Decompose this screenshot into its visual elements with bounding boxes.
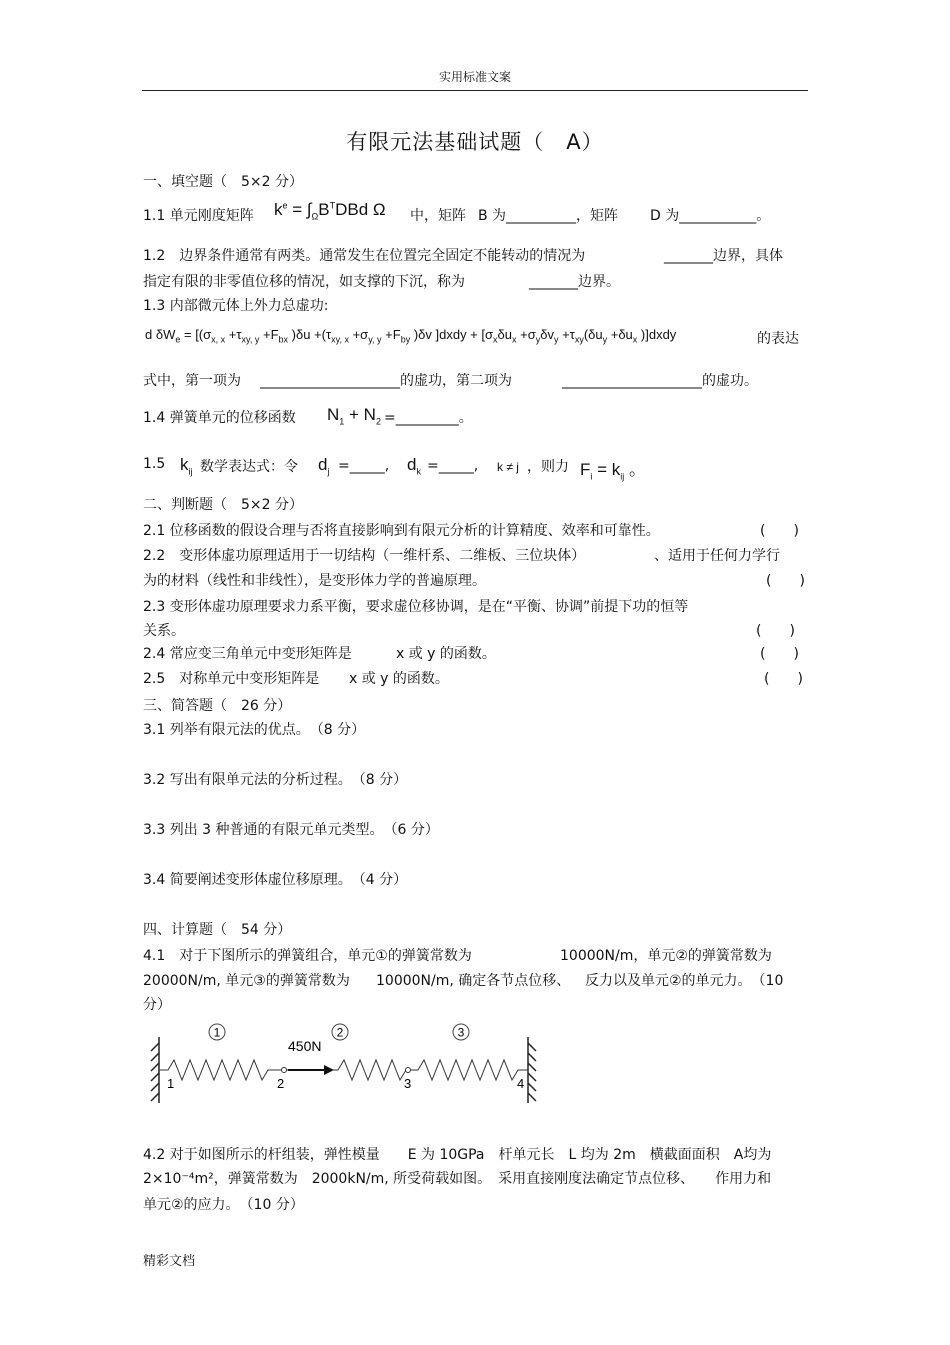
q1-5-text: 数学表达式：令 xyxy=(200,459,298,475)
q1-3-line3c: ____________________的虚功。 xyxy=(562,373,758,389)
node-label-4: 4 xyxy=(517,1076,525,1091)
q1-3-line3a: 式中，第一项为 xyxy=(143,373,241,389)
q2-3-line1: 2.3 变形体虚功原理要求力系平衡，要求虚位移协调，是在“平衡、协调”前提下功的恒等 xyxy=(143,599,689,615)
q4-1-line3: 分） xyxy=(143,997,171,1013)
node-2 xyxy=(282,1068,287,1073)
header-rule xyxy=(142,90,808,91)
q1-1-B: B 为__________，矩阵 xyxy=(478,208,619,224)
q4-1-line1a: 4.1 对于下图所示的弹簧组合，单元①的弹簧常数为 xyxy=(143,948,472,964)
q2-4-paren: ( ) xyxy=(760,646,799,662)
node-label-2: 2 xyxy=(277,1076,285,1091)
kij-symbol: $k_{ij}$ xyxy=(180,455,193,477)
q4-1-line2c: 反力以及单元②的单元力。 （10 xyxy=(585,973,784,989)
q4-1-line2b: 10000N/m, 确定各节点位移、 xyxy=(376,973,571,989)
q2-3-line2: 关系。 xyxy=(143,623,185,639)
element-label-3: 3 xyxy=(457,1025,465,1040)
q2-4a: 2.4 常应变三角单元中变形矩阵是 xyxy=(143,646,352,662)
q1-2-line1b: _______边界，具体 xyxy=(664,248,783,264)
q1-2-line2b: _______边界。 xyxy=(529,274,620,290)
spring-element-1 xyxy=(159,1060,284,1080)
q2-2-line1a: 2.2 变形体虚功原理适用于一切结构（一维杆系、二维板、三位块体） xyxy=(143,548,586,564)
dk-symbol: $d_k$ xyxy=(407,455,421,477)
dj-symbol: $d_j$ xyxy=(318,455,330,477)
spring-assembly-figure xyxy=(140,1015,560,1115)
q1-3-tail: 的表达 xyxy=(757,331,799,347)
force-arrow xyxy=(288,1065,334,1075)
q2-3-paren: ( ) xyxy=(756,623,795,639)
section-3-heading: 三、简答题（ 26 分） xyxy=(143,698,292,714)
q1-1-text: 单元刚度矩阵 xyxy=(169,208,254,224)
section-4-heading: 四、计算题（ 54 分） xyxy=(143,922,292,938)
q1-3-line3b: ____________________的虚功，第二项为 xyxy=(260,373,512,389)
q1-1 xyxy=(143,205,254,225)
force-formula: $F_i = k_{ij}$ 。 xyxy=(580,460,646,482)
q1-5-then: ，则力 xyxy=(527,459,569,475)
q1-5-blank1: =_____, xyxy=(338,458,390,474)
q1-5-num: 1.5 xyxy=(143,456,166,472)
q4-1-line1b: 10000N/m，单元②的弹簧常数为 xyxy=(560,948,772,964)
q1-1-D: D 为___________。 xyxy=(650,208,771,224)
node-label-3: 3 xyxy=(404,1076,412,1091)
q3-1: 3.1 列举有限元法的优点。 （8 分） xyxy=(143,722,366,738)
q2-2-line1b: 、适用于任何力学行 xyxy=(654,548,780,564)
q1-4-text: 1.4 弹簧单元的位移函数 xyxy=(143,410,296,426)
stiffness-formula: $k^e = \int_\Omega B^TDBd$ Ω xyxy=(274,200,386,222)
section-1-heading: 一、填空题（ 5×2 分） xyxy=(143,174,303,190)
q1-2-line1a: 1.2 边界条件通常有两类。通常发生在位置完全固定不能转动的情况为 xyxy=(143,248,586,264)
element-label-2: 2 xyxy=(336,1025,344,1040)
k-neq-j: k ≠ j xyxy=(497,460,519,474)
node-3 xyxy=(406,1068,411,1073)
q4-2-line1: 4.2 对于如图所示的杆组装，弹性模量 E 为 10GPa 杆单元长 L 均为 2m 横截面面积 A均为 xyxy=(143,1147,772,1163)
page-title: 有限元法基础试题（ A） xyxy=(346,130,604,154)
q1-1-num: 1.1 xyxy=(143,208,166,224)
element-label-1: 1 xyxy=(213,1025,221,1040)
q1-4-formula: $N_1 + N_2$ xyxy=(327,405,381,427)
q2-1: 2.1 位移函数的假设合理与否将直接影响到有限元分析的计算精度、效率和可靠性。 xyxy=(143,523,660,539)
q2-5b: x 或 y 的函数。 xyxy=(349,671,449,687)
q1-3-line1: 1.3 内部微元体上外力总虚功: xyxy=(143,298,329,314)
q3-3: 3.3 列出 3 种普通的有限元单元类型。 （6 分） xyxy=(143,822,439,838)
virtual-work-formula: d $\delta W_e = [(\sigma_{x, x} +\tau_{xy, y} +F_{bx}$ )$\delta u +(\tau_{xy, x} +\sigma_{y, y} +F_{by}$ )δv ]dxdy + [$\sigma_x\delta u_x +\sigma_y\delta v_y +\tau_{xy}(\delta u_y +\delta u_x$ )]dxdy xyxy=(145,327,677,345)
q1-5-blank2: =_____, xyxy=(427,458,479,474)
q4-1-line2a: 20000N/m, 单元③的弹簧常数为 xyxy=(143,973,350,989)
q1-2-line2a: 指定有限的非零值位移的情况，如支撑的下沉，称为 xyxy=(143,274,465,290)
right-wall xyxy=(528,1037,536,1103)
q2-5-paren: ( ) xyxy=(764,671,803,687)
q2-4b: x 或 y 的函数。 xyxy=(396,646,496,662)
q2-1-paren: ( ) xyxy=(760,523,799,539)
q4-2-line3: 单元②的应力。 （10 分） xyxy=(143,1197,304,1213)
left-wall xyxy=(151,1037,159,1103)
q3-2: 3.2 写出有限单元法的分析过程。 （8 分） xyxy=(143,772,408,788)
section-2-heading: 二、判断题（ 5×2 分） xyxy=(143,497,303,513)
q2-5a: 2.5 对称单元中变形矩阵是 xyxy=(143,671,320,687)
q1-4-blank: =_________。 xyxy=(384,410,473,426)
q4-2-line2: 2×10⁻⁴m²，弹簧常数为 2000kN/m, 所受荷载如图。 采用直接刚度法确定节点位移、 作用力和 xyxy=(143,1171,772,1187)
q3-4: 3.4 简要阐述变形体虚位移原理。 （4 分） xyxy=(143,872,408,888)
spring-element-3 xyxy=(408,1060,528,1080)
page-footer: 精彩文档 xyxy=(143,1254,196,1269)
force-label: 450N xyxy=(288,1038,322,1054)
page-header: 实用标准文案 xyxy=(438,70,511,84)
q2-2-line2: 为的材料（线性和非线性），是变形体力学的普遍原理。 xyxy=(143,573,486,589)
node-label-1: 1 xyxy=(167,1076,175,1091)
q2-2-paren: ( ) xyxy=(766,573,805,589)
q1-1-mid: 中，矩阵 xyxy=(410,208,466,224)
